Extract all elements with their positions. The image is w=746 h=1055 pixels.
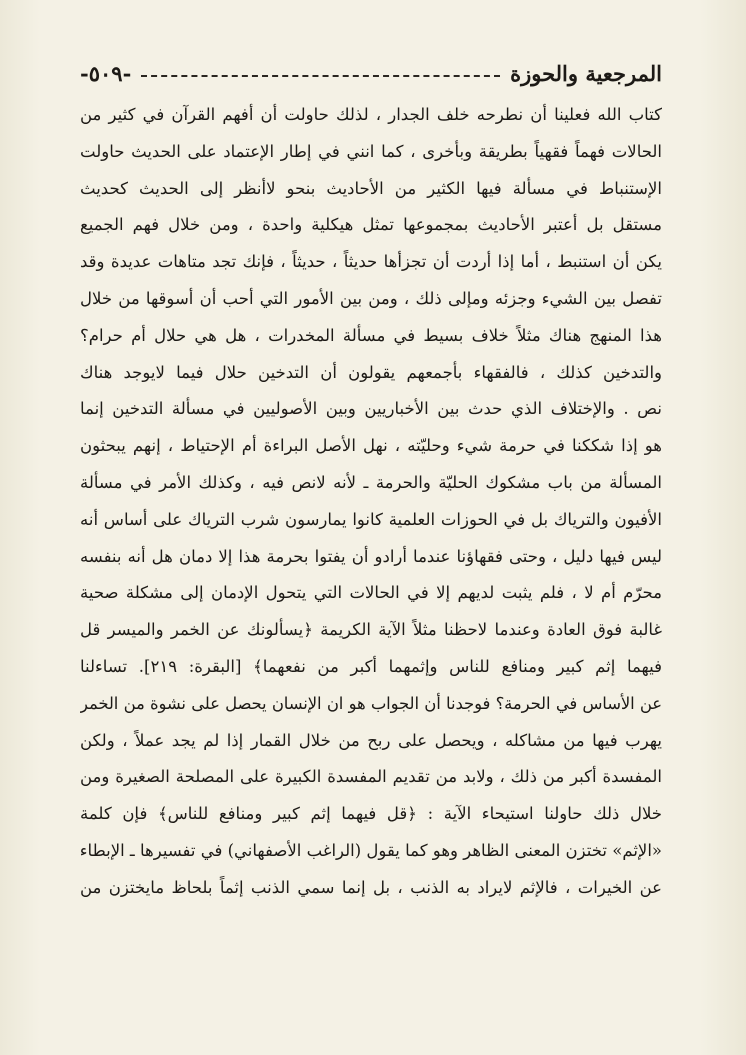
text-line: نص . والإختلاف الذي حدث بين الأخباريين وبين الأصوليين في مسألة التدخين إنما — [80, 399, 662, 419]
text-line: عن الخيرات ، فالإثم لايراد به الذنب ، بل إنما سمي الذنب إثماً بلحاظ مايختزن من — [80, 877, 662, 897]
text-line: مستقل بل أعتبر الأحاديث بمجموعها تمثل هيكلية واحدة ، ومن خلال فهم الجميع — [80, 215, 662, 235]
header-dashed-rule — [141, 75, 500, 77]
text-line: غالبة فوق العادة وعندما لاحظنا مثلاً الآية الكريمة ﴿يسألونك عن الخمر والميسر قل — [80, 620, 662, 640]
text-line: خلال ذلك حاولنا استيحاء الآية : ﴿قل فيهما إثم كبير ومنافع للناس﴾ فإن كلمة — [80, 804, 662, 824]
text-line: عن الأساس في الحرمة؟ فوجدنا أن الجواب هو ان الإنسان يحصل على نشوة من الخمر — [80, 693, 662, 713]
text-line: المسألة من باب مشكوك الحليّة والحرمة ـ لأنه لانص فيه ، وكذلك الأمر في مسألة — [80, 472, 662, 492]
text-line: الحالات فهماً فقهياً بطريقة وبأخرى ، كما انني في إطار الإعتماد على الحديث حاولت — [80, 141, 662, 161]
text-line: الإستنباط في مسألة فيها الكثير من الأحاديث بنحو لاأنظر إلى الحديث كحديث — [80, 178, 662, 198]
page-number: -٥٠٩- — [80, 60, 132, 86]
text-line: «الإثم» تختزن المعنى الظاهر وهو كما يقول (الراغب الأصفهاني) في تفسيرها ـ الإبطاء — [80, 840, 662, 860]
text-line: ليس فيها دليل ، وحتى فقهاؤنا عندما أرادو أن يفتوا بحرمة هذا إلا دمان هل أنه بنفسه — [80, 546, 662, 566]
running-title: المرجعية والحوزة — [510, 60, 662, 86]
text-line: هو إذا شككنا في حرمة شيء وحليّته ، نهل الأصل البراءة أم الإحتياط ، إنهم يبحثون — [80, 436, 662, 456]
body-text — [80, 97, 662, 907]
text-line: هذا المنهج هناك مثلاً خلاف بسيط في مسألة المخدرات ، هل هي حلال أم حرام؟ — [80, 325, 662, 345]
page-header — [80, 56, 662, 90]
text-line: المفسدة أكبر من ذلك ، ولابد من تقديم المفسدة الكبيرة على المصلحة الصغيرة ومن — [80, 767, 662, 787]
text-line: فيهما إثم كبير ومنافع للناس وإثمهما أكبر من نفعهما﴾ [البقرة: ٢١٩]. تساءلنا — [80, 656, 662, 676]
text-line: والتدخين كذلك ، فالفقهاء بأجمعهم يقولون أن التدخين حلال فيما لايوجد هناك — [80, 362, 662, 382]
text-line: كتاب الله فعلينا أن نطرحه خلف الجدار ، لذلك حاولت أن أفهم القرآن في كثير من — [80, 105, 662, 124]
text-line: تفصل بين الشيء وجزئه ومإلى ذلك ، ومن بين الأمور التي أحب أن أسوقها من خلال — [80, 288, 662, 308]
text-line: يهرب فيها من مشاكله ، ويحصل على ربح من خلال القمار إذا لم يجد عملاً ، ولكن — [80, 730, 662, 750]
text-line: يكن أن استنبط ، أما إذا أردت أن تجزأها حديثاً ، حديثاً ، فإنك تجد متاهات عديدة وقد — [80, 252, 662, 272]
text-line: محرّم أم لا ، فلم يثبت لديهم إلا في الحالات التي يتحول الإدمان إلى مشكلة صحية — [80, 583, 662, 603]
text-line: الأفيون والترياك بل في الحوزات العلمية كانوا يمارسون شرب الترياك على أساس أنه — [80, 509, 662, 529]
